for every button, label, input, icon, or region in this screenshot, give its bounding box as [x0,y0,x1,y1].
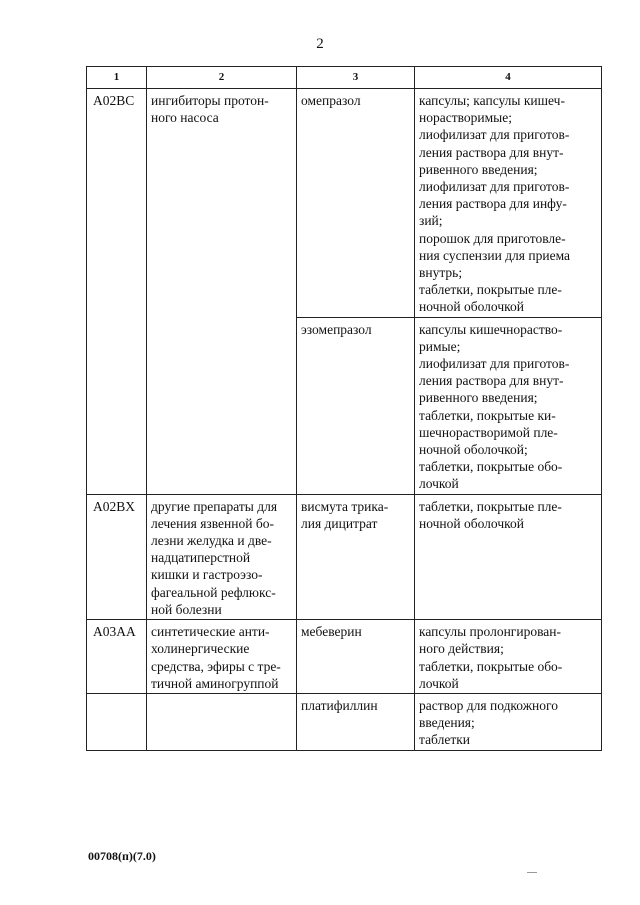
atc-code-cell [87,89,147,495]
forms-line: ления раствора для инфу- [419,196,567,212]
group-line: кишки и гастроэзо- [151,567,263,583]
forms-line: ривенного введения; [419,161,538,177]
group-line: ной болезни [151,601,222,617]
forms-line: ния суспензии для приема [419,247,571,263]
forms-line: зий; [419,213,443,229]
forms-cell [415,693,602,750]
table-row [87,693,602,750]
forms-line: лиофилизат для приготов- [419,179,570,195]
table-row [87,89,602,318]
forms-line: таблетки, покрытые ки- [419,407,556,423]
group-line: холинергические [151,641,250,657]
drug-table [86,66,602,751]
atc-code: A03AA [93,624,136,640]
forms-line: ночной оболочкой; [419,442,528,458]
drug-name: мебеверин [301,624,362,640]
forms-line: таблетки, покрытые пле- [419,282,562,298]
group-line: другие препараты для [151,498,278,514]
group-line: ного насоса [151,110,219,126]
atc-code-cell [87,693,147,750]
forms-line: раствор для подкожного [419,697,558,713]
forms-cell [415,89,602,318]
group-line: фагеальной рефлюкс- [151,584,276,600]
table-row [87,494,602,619]
drug-name: висмута трика- [301,498,389,514]
group-line: лечения язвенной бо- [151,515,274,531]
group-line: ингибиторы протон- [151,93,269,108]
drug-name: омепразол [301,93,361,108]
forms-line: капсулы; капсулы кишеч- [419,93,565,108]
page-number: 2 [316,36,324,52]
forms-cell [415,494,602,619]
forms-line: порошок для приготовле- [419,230,566,246]
forms-line: таблетки, покрытые обо- [419,658,563,674]
drug-name: платифиллин [301,697,378,713]
group-line: средства, эфиры с тре- [151,658,281,674]
group-cell [147,89,297,495]
forms-line: ления раствора для внут- [419,144,564,160]
atc-code: A02BX [93,498,136,514]
group-cell [147,620,297,694]
forms-line: ления раствора для внут- [419,373,564,389]
group-line: синтетические анти- [151,624,270,640]
forms-line: капсулы пролонгирован- [419,624,561,640]
forms-line: таблетки [419,732,471,748]
atc-code-cell [87,620,147,694]
drug-cell [297,494,415,619]
drug-cell [297,89,415,318]
forms-line: введения; [419,715,475,731]
drug-cell [297,317,415,494]
drug-cell [297,620,415,694]
forms-line: лиофилизат для приготов- [419,356,570,372]
forms-line: лочкой [419,675,459,691]
table-header-row [87,67,602,89]
group-line: лезни желудка и две- [151,533,272,549]
atc-code: A02BC [93,93,135,108]
document-code: 00708(п)(7.0) [88,849,156,863]
group-cell [147,494,297,619]
forms-line: ривенного введения; [419,390,538,406]
scan-mark [527,872,537,873]
group-line: надцатиперстной [151,550,251,566]
forms-cell [415,317,602,494]
drug-cell [297,693,415,750]
forms-line: ного действия; [419,641,504,657]
column-header-1: 1 [87,67,147,89]
forms-line: лочкой [419,476,459,492]
forms-line: капсулы кишечнораство- [419,321,563,337]
table-row [87,620,602,694]
drug-name: эзомепразол [301,321,372,337]
forms-line: ночной оболочкой [419,299,524,315]
drug-name: лия дицитрат [301,515,378,531]
forms-line: норастворимые; [419,110,512,126]
forms-line: внутрь; [419,265,463,281]
forms-line: римые; [419,338,461,354]
group-line: тичной аминогруппой [151,675,279,691]
forms-cell [415,620,602,694]
forms-line: таблетки, покрытые обо- [419,459,563,475]
forms-line: ночной оболочкой [419,515,524,531]
group-cell [147,693,297,750]
column-header-4: 4 [415,67,602,89]
column-header-3: 3 [297,67,415,89]
forms-line: таблетки, покрытые пле- [419,498,562,514]
forms-line: лиофилизат для приготов- [419,127,570,143]
forms-line: шечнорастворимой пле- [419,424,558,440]
atc-code-cell [87,494,147,619]
column-header-2: 2 [147,67,297,89]
